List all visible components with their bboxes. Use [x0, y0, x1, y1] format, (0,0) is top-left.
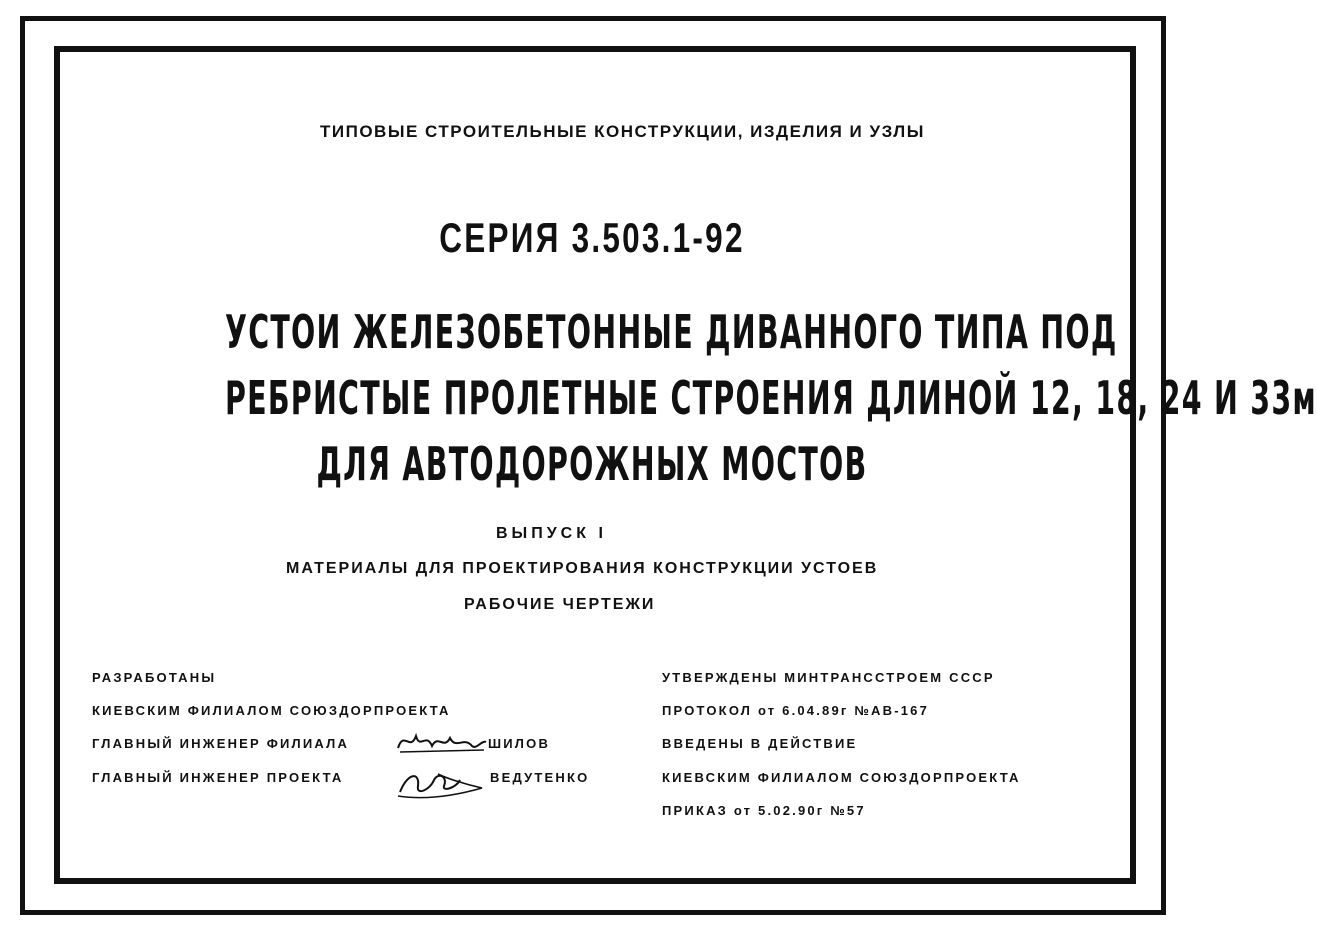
- enacted-label: ВВЕДЕНЫ В ДЕЙСТВИЕ: [662, 736, 858, 751]
- approved-label: УТВЕРЖДЕНЫ МИНТРАНССТРОЕМ СССР: [662, 670, 995, 685]
- chief-engineer-branch-name: ШИЛОВ: [488, 736, 551, 751]
- developed-label: РАЗРАБОТАНЫ: [92, 670, 217, 685]
- title-line-1: УСТОИ ЖЕЛЕЗОБЕТОННЫЕ ДИВАННОГО ТИПА ПОД: [224, 305, 1118, 359]
- enacted-org: КИЕВСКИМ ФИЛИАЛОМ СОЮЗДОРПРОЕКТА: [662, 770, 1021, 785]
- enactment-order: ПРИКАЗ от 5.02.90г №57: [662, 803, 866, 818]
- materials-subtitle: МАТЕРИАЛЫ ДЛЯ ПРОЕКТИРОВАНИЯ КОНСТРУКЦИИ УСТОЕВ: [286, 560, 879, 577]
- approval-protocol: ПРОТОКОЛ от 6.04.89г №АВ-167: [662, 703, 930, 718]
- developed-org: КИЕВСКИМ ФИЛИАЛОМ СОЮЗДОРПРОЕКТА: [92, 703, 451, 718]
- chief-engineer-branch: ГЛАВНЫЙ ИНЖЕНЕР ФИЛИАЛА: [92, 736, 350, 751]
- signature-vedutenko: [394, 766, 486, 800]
- document-header: ТИПОВЫЕ СТРОИТЕЛЬНЫЕ КОНСТРУКЦИИ, ИЗДЕЛИЯ И УЗЛЫ: [320, 122, 925, 141]
- chief-engineer-project-name: ВЕДУТЕНКО: [490, 770, 590, 785]
- issue-number: ВЫПУСК I: [496, 525, 607, 542]
- chief-engineer-project: ГЛАВНЫЙ ИНЖЕНЕР ПРОЕКТА: [92, 770, 344, 785]
- title-line-3: ДЛЯ АВТОДОРОЖНЫХ МОСТОВ: [316, 437, 868, 491]
- signature-shilov: [396, 728, 488, 756]
- title-line-2: РЕБРИСТЫЕ ПРОЛЕТНЫЕ СТРОЕНИЯ ДЛИНОЙ 12, 18, 24 И 33м: [224, 371, 1317, 425]
- series-number: СЕРИЯ 3.503.1-92: [439, 214, 745, 261]
- working-drawings-subtitle: РАБОЧИЕ ЧЕРТЕЖИ: [464, 596, 656, 613]
